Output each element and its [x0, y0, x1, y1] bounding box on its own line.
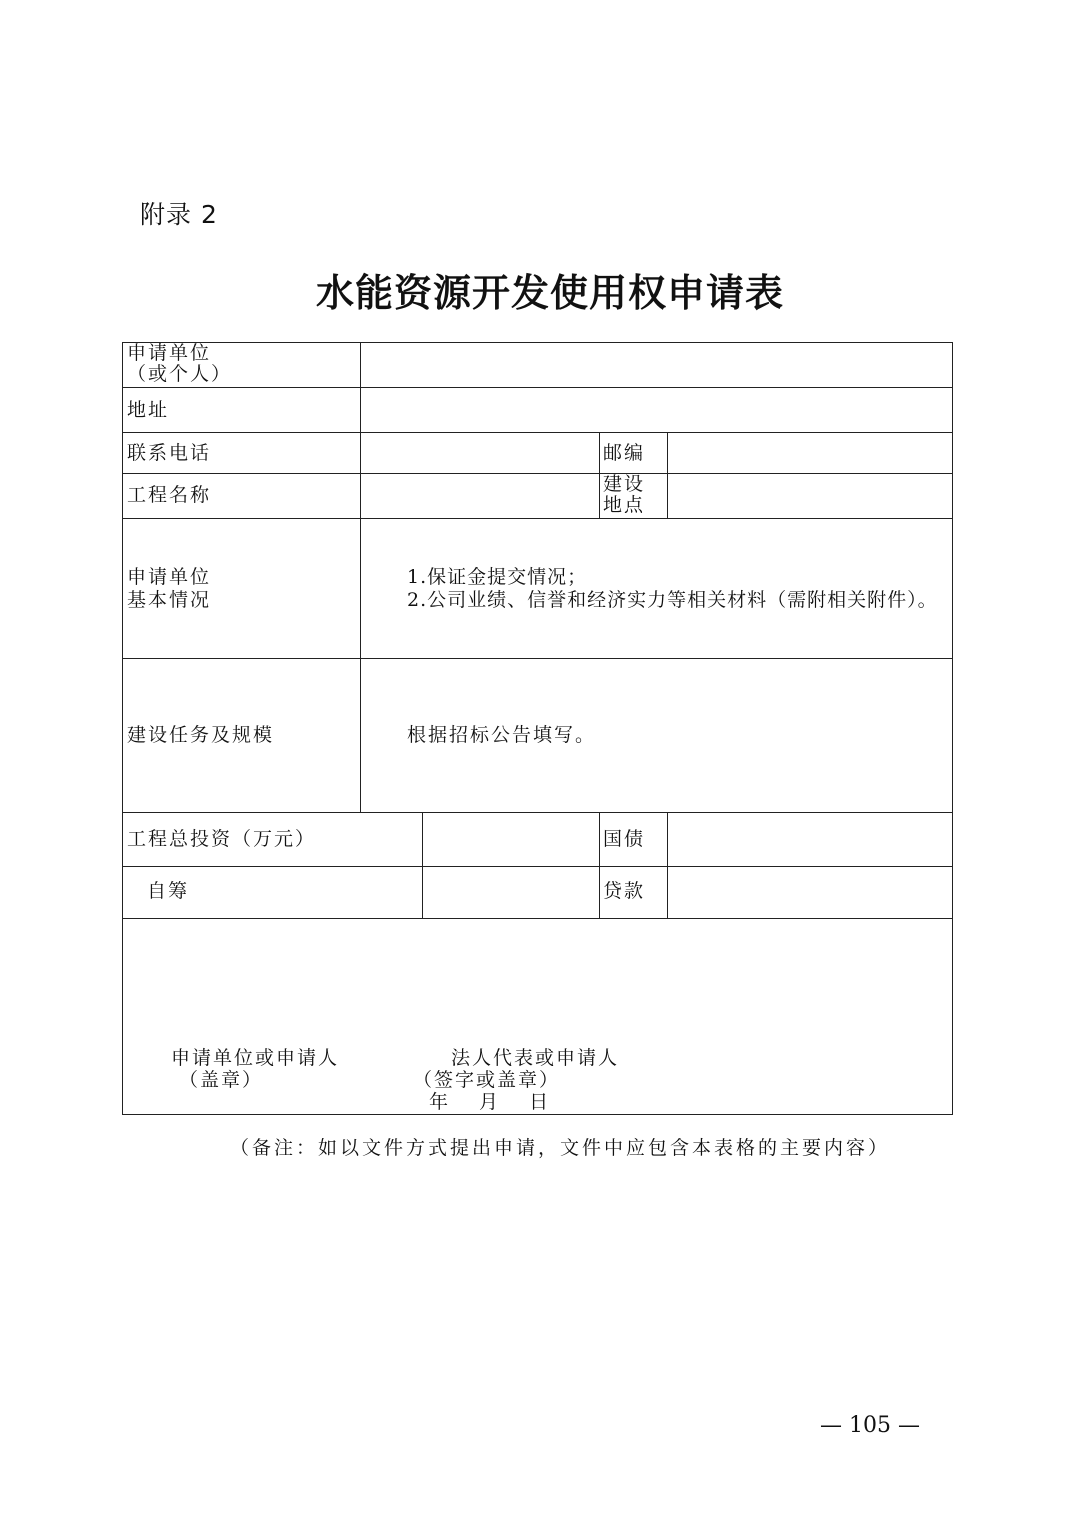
site-label: [603, 474, 645, 516]
footer-note: （备注：如以文件方式提出申请，文件中应包含本表格的主要内容）: [229, 1137, 890, 1159]
basic-info-label: [127, 566, 211, 612]
sign-legal: [413, 1047, 619, 1113]
column-divider: [599, 432, 600, 518]
applicant-label-line1: 申请单位: [127, 342, 212, 364]
applicant-field[interactable]: [361, 343, 952, 387]
basic-info-label-line2: 基本情况: [127, 589, 212, 611]
sign-applicant: [171, 1047, 339, 1091]
loan-field[interactable]: [668, 867, 952, 918]
phone-field[interactable]: [361, 433, 599, 473]
national-debt-label: 国债: [603, 828, 646, 850]
basic-info-item-1: 1.保证金提交情况；: [407, 566, 588, 588]
sign-date: 年 月 日: [429, 1091, 551, 1113]
form-title: 水能资源开发使用权申请表: [315, 270, 784, 315]
scope-label: 建设任务及规模: [127, 724, 275, 746]
sign-applicant-line2: （盖章）: [179, 1069, 264, 1091]
address-label: 地址: [127, 399, 170, 421]
phone-label: 联系电话: [127, 442, 212, 464]
project-name-field[interactable]: [361, 474, 599, 518]
application-form-table: [122, 342, 953, 1115]
scope-text: 根据招标公告填写。: [407, 724, 597, 746]
basic-info-label-line1: 申请单位: [127, 566, 212, 588]
address-field[interactable]: [361, 388, 952, 432]
loan-label: 贷款: [603, 880, 646, 902]
row-divider: [123, 518, 952, 519]
postcode-field[interactable]: [668, 433, 952, 473]
self-funded-field[interactable]: [423, 867, 599, 918]
total-investment-field[interactable]: [423, 813, 599, 866]
site-label-line1: 建设: [603, 473, 646, 495]
row-divider: [123, 658, 952, 659]
applicant-label-line2: （或个人）: [127, 363, 233, 385]
sign-applicant-line1: 申请单位或申请人: [171, 1047, 340, 1069]
national-debt-field[interactable]: [668, 813, 952, 866]
total-investment-label: 工程总投资（万元）: [127, 828, 317, 850]
row-divider: [123, 918, 952, 919]
basic-info-item-2: 2.公司业绩、信誉和经济实力等相关材料（需附相关附件）。: [407, 589, 938, 611]
appendix-label: 附录 2: [140, 200, 218, 229]
basic-info-content: [407, 566, 938, 612]
column-divider: [599, 812, 600, 918]
postcode-label: 邮编: [603, 442, 646, 464]
site-label-line2: 地点: [603, 494, 646, 516]
site-field[interactable]: [668, 474, 952, 518]
project-name-label: 工程名称: [127, 484, 212, 506]
self-funded-label: 自筹: [147, 880, 190, 902]
sign-legal-line2: （签字或盖章）: [413, 1069, 561, 1091]
page-number: — 105 —: [820, 1413, 920, 1438]
sign-legal-line1: 法人代表或申请人: [451, 1047, 620, 1069]
applicant-label: [127, 343, 232, 385]
